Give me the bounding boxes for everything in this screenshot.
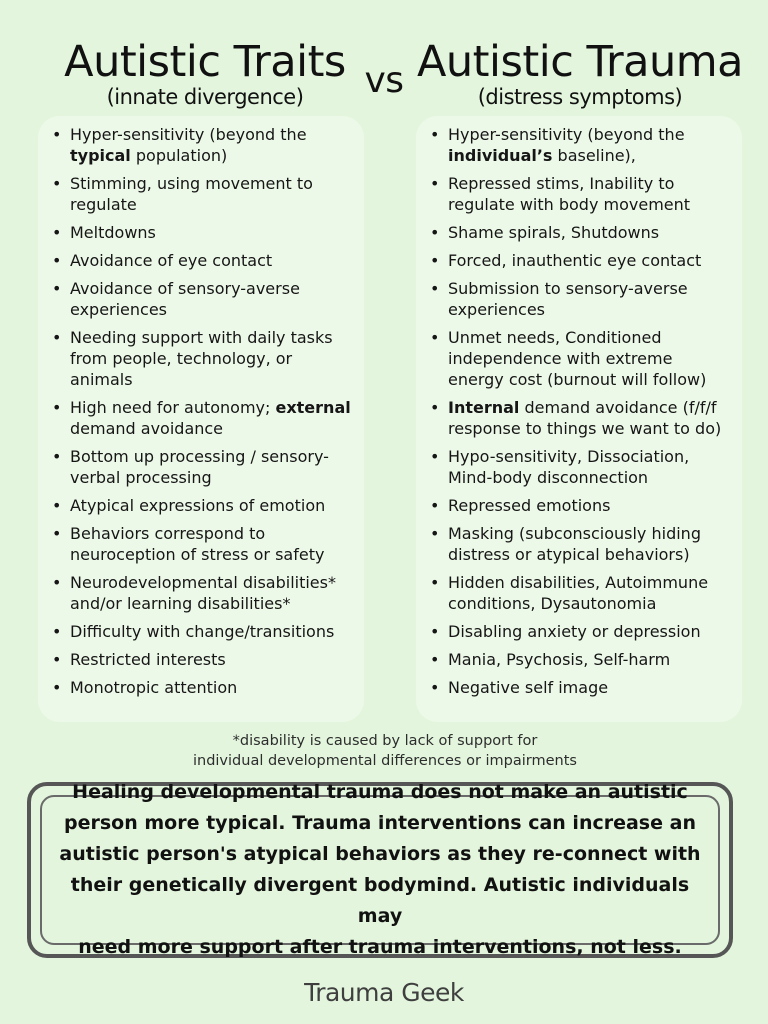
trauma-item-line: experiences	[448, 300, 546, 319]
trait-item	[60, 495, 356, 516]
trait-item-line: • Atypical expressions of emotion	[70, 496, 326, 515]
trait-item	[60, 572, 356, 614]
trauma-item	[438, 649, 734, 670]
trauma-item-line: individual’s baseline),	[448, 146, 636, 165]
trauma-item	[438, 278, 734, 320]
trait-item-line: • Avoidance of eye contact	[70, 251, 273, 270]
trauma-item	[438, 677, 734, 698]
trait-item	[60, 397, 356, 439]
callout-line: Healing developmental trauma does not make an autistic	[72, 781, 688, 803]
trait-item-line: • Hyper-sensitivity (beyond the	[70, 125, 307, 144]
emphasis-text: individual’s	[448, 146, 553, 165]
trait-item-line: • Bottom up processing / sensory-	[70, 447, 329, 466]
trauma-item	[438, 222, 734, 243]
footnote	[100, 731, 670, 771]
left-subtitle: (innate divergence)	[106, 85, 304, 109]
trauma-item-line: • Submission to sensory-averse	[448, 279, 688, 298]
right-subtitle: (distress symptoms)	[477, 85, 683, 109]
callout-text	[50, 777, 710, 963]
trait-item-line: verbal processing	[70, 468, 212, 487]
callout-line: autistic person's atypical behaviors as they re-connect with	[59, 843, 701, 865]
trauma-item-line: • Masking (subconsciously hiding	[448, 524, 701, 543]
trauma-item-line: • Repressed emotions	[448, 496, 611, 515]
trauma-item-line: Mind-body disconnection	[448, 468, 649, 487]
trauma-panel	[416, 116, 742, 722]
trauma-item-line: regulate with body movement	[448, 195, 691, 214]
trait-item	[60, 222, 356, 243]
trait-item	[60, 446, 356, 488]
trauma-item-line: conditions, Dysautonomia	[448, 594, 657, 613]
trait-item-line: animals	[70, 370, 133, 389]
trauma-item-line: independence with extreme	[448, 349, 673, 368]
trauma-item-line: • Mania, Psychosis, Self-harm	[448, 650, 671, 669]
trauma-item	[438, 572, 734, 614]
trauma-item	[438, 250, 734, 271]
callout-inner-border	[40, 781, 720, 958]
brand-name: Trauma Geek	[304, 978, 464, 1007]
trait-item	[60, 649, 356, 670]
trait-item-line: regulate	[70, 195, 137, 214]
trait-item-line: • Needing support with daily tasks	[70, 328, 333, 347]
trait-item-line: neuroception of stress or safety	[70, 545, 325, 564]
trait-item-line: • Meltdowns	[70, 223, 156, 242]
trauma-item-line: • Disabling anxiety or depression	[448, 622, 701, 641]
trait-item-line: experiences	[70, 300, 168, 319]
trait-item-line: • Stimming, using movement to	[70, 174, 313, 193]
trauma-list	[416, 116, 742, 698]
left-title: Autistic Traits	[64, 37, 346, 87]
emphasis-text: external	[275, 398, 351, 417]
trauma-item-line: • Hyper-sensitivity (beyond the	[448, 125, 685, 144]
trauma-item-line: • Forced, inauthentic eye contact	[448, 251, 702, 270]
trauma-item	[438, 124, 734, 166]
trauma-item	[438, 446, 734, 488]
trait-item	[60, 677, 356, 698]
trait-item-line: • Neurodevelopmental disabilities*	[70, 573, 336, 592]
trait-item-line: typical population)	[70, 146, 228, 165]
traits-panel	[38, 116, 364, 722]
trait-item	[60, 621, 356, 642]
right-heading	[415, 38, 745, 108]
trait-item-line: • Difficulty with change/transitions	[70, 622, 335, 641]
trait-item	[60, 173, 356, 215]
trait-item-line: • High need for autonomy; external	[70, 398, 351, 417]
trait-item	[60, 278, 356, 320]
callout-line: their genetically divergent bodymind. Autistic individuals may	[70, 874, 690, 927]
trauma-item-line: • Unmet needs, Conditioned	[448, 328, 662, 347]
trait-item	[60, 523, 356, 565]
callout-box	[27, 782, 733, 958]
trait-item-line: • Monotropic attention	[70, 678, 238, 697]
trauma-item	[438, 173, 734, 215]
trait-item-line: from people, technology, or	[70, 349, 293, 368]
trauma-item	[438, 495, 734, 516]
trait-item	[60, 327, 356, 390]
trauma-item-line: • Repressed stims, Inability to	[448, 174, 675, 193]
trauma-item-line: • Hypo-sensitivity, Dissociation,	[448, 447, 690, 466]
footnote-line: *disability is caused by lack of support for	[232, 733, 538, 749]
trauma-item-line: • Shame spirals, Shutdowns	[448, 223, 660, 242]
callout-line: need more support after trauma interventions, not less.	[78, 936, 682, 958]
callout-line: person more typical. Trauma interventions can increase an	[64, 812, 696, 834]
trauma-item	[438, 397, 734, 439]
trait-item-line: and/or learning disabilities*	[70, 594, 291, 613]
right-title: Autistic Trauma	[417, 37, 743, 87]
trauma-item-line: • Negative self image	[448, 678, 609, 697]
trait-item-line: • Avoidance of sensory-averse	[70, 279, 300, 298]
trauma-item-line: • Internal demand avoidance (f/f/f	[448, 398, 717, 417]
trauma-item-line: distress or atypical behaviors)	[448, 545, 690, 564]
left-heading	[40, 38, 370, 108]
trauma-item	[438, 327, 734, 390]
trauma-item-line: • Hidden disabilities, Autoimmune	[448, 573, 709, 592]
footnote-line: individual developmental differences or impairments	[192, 753, 577, 769]
trait-item-line: • Behaviors correspond to	[70, 524, 266, 543]
vs-label: vs	[364, 60, 404, 101]
trauma-item	[438, 523, 734, 565]
traits-list	[38, 116, 364, 698]
trait-item	[60, 250, 356, 271]
trait-item	[60, 124, 356, 166]
trauma-item-line: energy cost (burnout will follow)	[448, 370, 707, 389]
trait-item-line: • Restricted interests	[70, 650, 226, 669]
emphasis-text: typical	[70, 146, 131, 165]
trauma-item-line: response to things we want to do)	[448, 419, 722, 438]
trait-item-line: demand avoidance	[70, 419, 224, 438]
trauma-item	[438, 621, 734, 642]
emphasis-text: Internal	[448, 398, 520, 417]
